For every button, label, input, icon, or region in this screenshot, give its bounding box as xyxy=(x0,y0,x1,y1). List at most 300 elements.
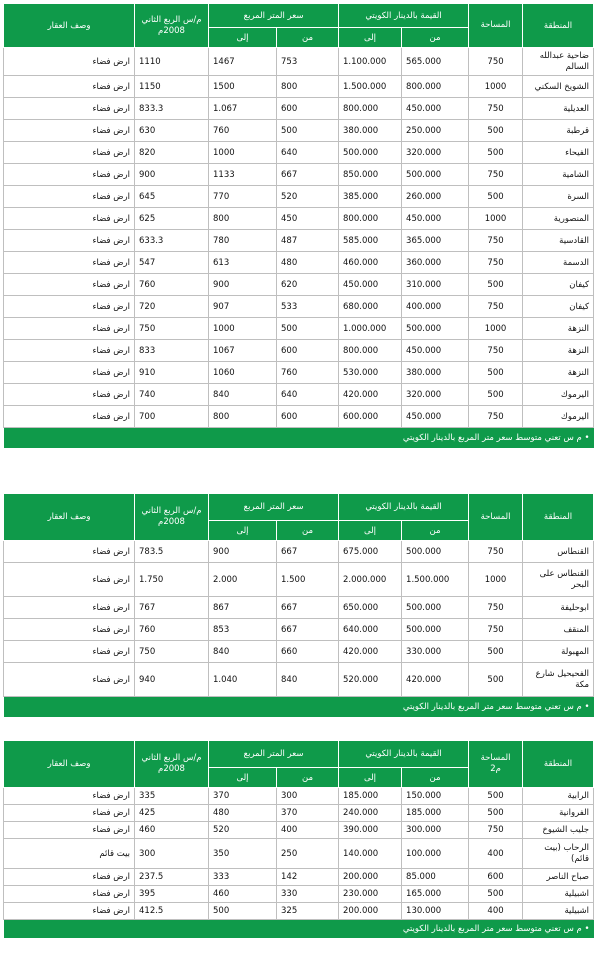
table-row xyxy=(4,76,594,98)
cell-price-to: 350 xyxy=(209,839,277,869)
header-avg-q2: م/س الربع الثاني 2008م xyxy=(135,4,209,48)
cell-area: 750 xyxy=(469,541,523,563)
cell-area: 750 xyxy=(469,406,523,428)
header-price-from: من xyxy=(277,28,339,48)
cell-region: كيفان xyxy=(523,274,594,296)
cell-desc: بيت قائم xyxy=(4,839,135,869)
cell-price-from: 600 xyxy=(277,406,339,428)
cell-area: 500 xyxy=(469,886,523,903)
header-value-to: إلى xyxy=(339,28,402,48)
cell-value-to: 600.000 xyxy=(339,406,402,428)
cell-price-from: 753 xyxy=(277,48,339,76)
cell-desc: ارض فضاء xyxy=(4,142,135,164)
header-price-to: إلى xyxy=(209,768,277,788)
cell-value-to: 800.000 xyxy=(339,208,402,230)
cell-price-from: 800 xyxy=(277,76,339,98)
cell-avg: 395 xyxy=(135,886,209,903)
header-area xyxy=(469,494,523,541)
cell-price-from: 600 xyxy=(277,340,339,362)
table-row xyxy=(4,340,594,362)
cell-avg: 760 xyxy=(135,619,209,641)
header-row xyxy=(4,494,594,521)
cell-value-to: 380.000 xyxy=(339,120,402,142)
cell-value-from: 500.000 xyxy=(402,597,469,619)
footnote-row xyxy=(4,697,594,717)
cell-price-to: 2.000 xyxy=(209,563,277,597)
cell-area: 750 xyxy=(469,98,523,120)
cell-avg: 720 xyxy=(135,296,209,318)
cell-value-to: 675.000 xyxy=(339,541,402,563)
cell-price-from: 480 xyxy=(277,252,339,274)
table-row xyxy=(4,164,594,186)
cell-value-from: 365.000 xyxy=(402,230,469,252)
cell-avg: 630 xyxy=(135,120,209,142)
cell-region: صباح الناصر xyxy=(523,869,594,886)
cell-area: 400 xyxy=(469,903,523,920)
cell-price-to: 800 xyxy=(209,406,277,428)
cell-region: الفروانية xyxy=(523,805,594,822)
header-region: المنطقة xyxy=(523,494,594,541)
cell-area: 500 xyxy=(469,362,523,384)
cell-avg: 625 xyxy=(135,208,209,230)
table-row xyxy=(4,663,594,697)
cell-area: 1000 xyxy=(469,563,523,597)
cell-value-to: 520.000 xyxy=(339,663,402,697)
table-row xyxy=(4,252,594,274)
cell-region: اليرموك xyxy=(523,384,594,406)
header-area xyxy=(469,4,523,48)
cell-value-from: 130.000 xyxy=(402,903,469,920)
cell-area: 500 xyxy=(469,274,523,296)
cell-avg: 412.5 xyxy=(135,903,209,920)
header-value-kd: القيمة بالدينار الكويتي xyxy=(339,4,469,28)
cell-value-from: 320.000 xyxy=(402,384,469,406)
cell-value-from: 150.000 xyxy=(402,788,469,805)
table-row xyxy=(4,886,594,903)
cell-value-to: 850.000 xyxy=(339,164,402,186)
cell-value-to: 450.000 xyxy=(339,274,402,296)
cell-avg: 335 xyxy=(135,788,209,805)
cell-area: 500 xyxy=(469,142,523,164)
cell-region: الرابية xyxy=(523,788,594,805)
cell-desc: ارض فضاء xyxy=(4,597,135,619)
cell-area: 750 xyxy=(469,252,523,274)
cell-price-from: 500 xyxy=(277,120,339,142)
cell-value-from: 500.000 xyxy=(402,318,469,340)
cell-desc: ارض فضاء xyxy=(4,641,135,663)
footnote: • م س تعني متوسط سعر متر المربع بالدينار الكويتي xyxy=(4,697,594,717)
cell-value-to: 385.000 xyxy=(339,186,402,208)
footnote: • م س تعني متوسط سعر متر المربع بالدينار الكويتي xyxy=(4,920,594,938)
cell-avg: 633.3 xyxy=(135,230,209,252)
header-row xyxy=(4,4,594,28)
cell-value-from: 450.000 xyxy=(402,98,469,120)
cell-region: العديلية xyxy=(523,98,594,120)
cell-region: القنطاس على البحر xyxy=(523,563,594,597)
cell-region: الدسمة xyxy=(523,252,594,274)
cell-area: 500 xyxy=(469,120,523,142)
cell-desc: ارض فضاء xyxy=(4,208,135,230)
header-region: المنطقة xyxy=(523,741,594,788)
cell-price-from: 142 xyxy=(277,869,339,886)
header-sqm-price: سعر المتر المربع xyxy=(209,741,339,768)
cell-price-to: 1467 xyxy=(209,48,277,76)
cell-price-to: 520 xyxy=(209,822,277,839)
cell-area: 750 xyxy=(469,296,523,318)
cell-price-from: 640 xyxy=(277,384,339,406)
cell-value-to: 800.000 xyxy=(339,340,402,362)
cell-price-to: 780 xyxy=(209,230,277,252)
cell-region: النزهة xyxy=(523,362,594,384)
cell-desc: ارض فضاء xyxy=(4,541,135,563)
cell-price-to: 760 xyxy=(209,120,277,142)
cell-area: 500 xyxy=(469,384,523,406)
header-area-label: المساحة xyxy=(480,20,511,30)
cell-region: قرطبة xyxy=(523,120,594,142)
cell-value-from: 380.000 xyxy=(402,362,469,384)
table-row xyxy=(4,869,594,886)
cell-avg: 1150 xyxy=(135,76,209,98)
header-area-unit: م2 xyxy=(490,764,501,774)
cell-desc: ارض فضاء xyxy=(4,805,135,822)
table-row xyxy=(4,362,594,384)
cell-region: القادسية xyxy=(523,230,594,252)
cell-price-from: 640 xyxy=(277,142,339,164)
cell-value-from: 450.000 xyxy=(402,208,469,230)
cell-desc: ارض فضاء xyxy=(4,663,135,697)
cell-region: اليرموك xyxy=(523,406,594,428)
cell-value-to: 1.000.000 xyxy=(339,318,402,340)
header-area-label: المساحة xyxy=(480,511,511,522)
cell-price-from: 667 xyxy=(277,164,339,186)
header-sqm-price: سعر المتر المربع xyxy=(209,4,339,28)
price-table-3 xyxy=(3,740,594,938)
cell-value-from: 1.500.000 xyxy=(402,563,469,597)
cell-price-from: 760 xyxy=(277,362,339,384)
footnote-text: م س تعني متوسط سعر متر المربع بالدينار الكويتي xyxy=(402,701,582,712)
cell-desc: ارض فضاء xyxy=(4,296,135,318)
cell-region: اشبيلية xyxy=(523,903,594,920)
header-price-to: إلى xyxy=(209,521,277,541)
table-row xyxy=(4,406,594,428)
header-area-label: المساحة xyxy=(480,753,511,763)
cell-value-to: 1.500.000 xyxy=(339,76,402,98)
cell-region: ابوحليفة xyxy=(523,597,594,619)
cell-price-to: 333 xyxy=(209,869,277,886)
cell-value-from: 450.000 xyxy=(402,406,469,428)
cell-price-to: 1133 xyxy=(209,164,277,186)
cell-value-to: 2.000.000 xyxy=(339,563,402,597)
cell-desc: ارض فضاء xyxy=(4,822,135,839)
cell-price-from: 667 xyxy=(277,541,339,563)
cell-area: 500 xyxy=(469,788,523,805)
table-row xyxy=(4,805,594,822)
header-desc: وصف العقار xyxy=(4,494,135,541)
cell-price-from: 400 xyxy=(277,822,339,839)
cell-desc: ارض فضاء xyxy=(4,186,135,208)
cell-value-to: 640.000 xyxy=(339,619,402,641)
header-value-kd: القيمة بالدينار الكويتي xyxy=(339,494,469,521)
cell-area: 750 xyxy=(469,164,523,186)
cell-desc: ارض فضاء xyxy=(4,98,135,120)
table-row xyxy=(4,208,594,230)
table-row xyxy=(4,120,594,142)
cell-desc: ارض فضاء xyxy=(4,384,135,406)
header-row xyxy=(4,741,594,768)
cell-desc: ارض فضاء xyxy=(4,903,135,920)
footnote-row xyxy=(4,428,594,448)
cell-value-to: 185.000 xyxy=(339,788,402,805)
cell-price-to: 800 xyxy=(209,208,277,230)
cell-price-to: 900 xyxy=(209,274,277,296)
cell-value-to: 500.000 xyxy=(339,142,402,164)
cell-price-from: 300 xyxy=(277,788,339,805)
cell-desc: ارض فضاء xyxy=(4,48,135,76)
cell-price-from: 250 xyxy=(277,839,339,869)
cell-value-to: 200.000 xyxy=(339,903,402,920)
cell-value-from: 185.000 xyxy=(402,805,469,822)
cell-area: 750 xyxy=(469,340,523,362)
cell-avg: 547 xyxy=(135,252,209,274)
cell-value-from: 300.000 xyxy=(402,822,469,839)
table-row xyxy=(4,384,594,406)
cell-value-from: 565.000 xyxy=(402,48,469,76)
cell-desc: ارض فضاء xyxy=(4,869,135,886)
footnote: • م س تعني متوسط سعر متر المربع بالدينار الكويتي xyxy=(4,428,594,448)
table-row xyxy=(4,563,594,597)
cell-avg: 833.3 xyxy=(135,98,209,120)
cell-avg: 900 xyxy=(135,164,209,186)
cell-value-to: 240.000 xyxy=(339,805,402,822)
cell-region: الفيحاء xyxy=(523,142,594,164)
cell-price-to: 770 xyxy=(209,186,277,208)
price-table-2 xyxy=(3,493,594,717)
table-row xyxy=(4,48,594,76)
header-desc: وصف العقار xyxy=(4,741,135,788)
cell-value-from: 100.000 xyxy=(402,839,469,869)
table-row xyxy=(4,788,594,805)
cell-value-from: 360.000 xyxy=(402,252,469,274)
cell-desc: ارض فضاء xyxy=(4,406,135,428)
footnote-row xyxy=(4,920,594,938)
cell-value-to: 650.000 xyxy=(339,597,402,619)
cell-price-to: 1060 xyxy=(209,362,277,384)
cell-avg: 300 xyxy=(135,839,209,869)
header-value-to: إلى xyxy=(339,768,402,788)
cell-value-from: 420.000 xyxy=(402,663,469,697)
header-price-to: إلى xyxy=(209,28,277,48)
cell-avg: 820 xyxy=(135,142,209,164)
cell-avg: 833 xyxy=(135,340,209,362)
cell-value-to: 680.000 xyxy=(339,296,402,318)
cell-region: ضاحية عبدالله السالم xyxy=(523,48,594,76)
cell-area: 600 xyxy=(469,869,523,886)
cell-price-to: 1.067 xyxy=(209,98,277,120)
table-row xyxy=(4,903,594,920)
cell-value-to: 230.000 xyxy=(339,886,402,903)
cell-desc: ارض فضاء xyxy=(4,788,135,805)
table-row xyxy=(4,98,594,120)
header-region: المنطقة xyxy=(523,4,594,48)
cell-area: 500 xyxy=(469,663,523,697)
table-row xyxy=(4,597,594,619)
cell-price-to: 480 xyxy=(209,805,277,822)
cell-avg: 760 xyxy=(135,274,209,296)
cell-region: اشبيلية xyxy=(523,886,594,903)
cell-desc: ارض فضاء xyxy=(4,76,135,98)
header-value-from: من xyxy=(402,521,469,541)
cell-area: 400 xyxy=(469,839,523,869)
cell-value-to: 530.000 xyxy=(339,362,402,384)
cell-avg: 750 xyxy=(135,318,209,340)
cell-value-from: 250.000 xyxy=(402,120,469,142)
cell-price-from: 330 xyxy=(277,886,339,903)
cell-value-from: 310.000 xyxy=(402,274,469,296)
footnote-text: م س تعني متوسط سعر متر المربع بالدينار الكويتي xyxy=(402,923,582,934)
cell-region: الشويخ السكني xyxy=(523,76,594,98)
cell-region: الشامية xyxy=(523,164,594,186)
header-value-from: من xyxy=(402,768,469,788)
cell-region: النزهة xyxy=(523,340,594,362)
table-row xyxy=(4,822,594,839)
header-avg-q2: م/س الربع الثاني 2008م xyxy=(135,741,209,788)
header-price-from: من xyxy=(277,768,339,788)
cell-value-from: 330.000 xyxy=(402,641,469,663)
cell-value-to: 1.100.000 xyxy=(339,48,402,76)
cell-avg: 1110 xyxy=(135,48,209,76)
cell-area: 500 xyxy=(469,805,523,822)
cell-value-from: 500.000 xyxy=(402,164,469,186)
header-desc: وصف العقار xyxy=(4,4,135,48)
cell-value-from: 320.000 xyxy=(402,142,469,164)
cell-price-to: 907 xyxy=(209,296,277,318)
table-row xyxy=(4,274,594,296)
cell-price-to: 370 xyxy=(209,788,277,805)
cell-value-to: 800.000 xyxy=(339,98,402,120)
cell-desc: ارض فضاء xyxy=(4,164,135,186)
cell-price-to: 900 xyxy=(209,541,277,563)
cell-avg: 783.5 xyxy=(135,541,209,563)
cell-region: النزهة xyxy=(523,318,594,340)
cell-value-to: 460.000 xyxy=(339,252,402,274)
cell-avg: 750 xyxy=(135,641,209,663)
cell-price-from: 533 xyxy=(277,296,339,318)
cell-region: الفحيحيل شارع مكة xyxy=(523,663,594,697)
table-row xyxy=(4,230,594,252)
cell-area: 750 xyxy=(469,822,523,839)
cell-region: جليب الشيوخ xyxy=(523,822,594,839)
table-row xyxy=(4,186,594,208)
cell-price-from: 520 xyxy=(277,186,339,208)
cell-desc: ارض فضاء xyxy=(4,274,135,296)
cell-avg: 460 xyxy=(135,822,209,839)
cell-area: 500 xyxy=(469,186,523,208)
cell-avg: 237.5 xyxy=(135,869,209,886)
cell-value-from: 500.000 xyxy=(402,619,469,641)
cell-price-from: 667 xyxy=(277,597,339,619)
table-row xyxy=(4,318,594,340)
cell-price-to: 1500 xyxy=(209,76,277,98)
cell-value-to: 390.000 xyxy=(339,822,402,839)
header-value-to: إلى xyxy=(339,521,402,541)
cell-desc: ارض فضاء xyxy=(4,362,135,384)
cell-avg: 645 xyxy=(135,186,209,208)
cell-region: المهبولة xyxy=(523,641,594,663)
cell-price-from: 1.500 xyxy=(277,563,339,597)
cell-value-to: 420.000 xyxy=(339,384,402,406)
cell-price-from: 450 xyxy=(277,208,339,230)
table-row xyxy=(4,641,594,663)
cell-price-to: 867 xyxy=(209,597,277,619)
cell-avg: 940 xyxy=(135,663,209,697)
header-price-from: من xyxy=(277,521,339,541)
cell-price-from: 600 xyxy=(277,98,339,120)
cell-price-to: 840 xyxy=(209,641,277,663)
cell-value-from: 800.000 xyxy=(402,76,469,98)
header-area xyxy=(469,741,523,788)
cell-region: المنصورية xyxy=(523,208,594,230)
footnote-text: م س تعني متوسط سعر متر المربع بالدينار الكويتي xyxy=(402,432,582,443)
cell-avg: 700 xyxy=(135,406,209,428)
cell-value-to: 420.000 xyxy=(339,641,402,663)
cell-price-to: 1000 xyxy=(209,318,277,340)
cell-value-from: 85.000 xyxy=(402,869,469,886)
cell-price-to: 613 xyxy=(209,252,277,274)
cell-price-to: 840 xyxy=(209,384,277,406)
cell-area: 750 xyxy=(469,619,523,641)
cell-price-to: 460 xyxy=(209,886,277,903)
cell-value-from: 165.000 xyxy=(402,886,469,903)
cell-desc: ارض فضاء xyxy=(4,563,135,597)
cell-desc: ارض فضاء xyxy=(4,230,135,252)
header-value-kd: القيمة بالدينار الكويتي xyxy=(339,741,469,768)
cell-value-from: 450.000 xyxy=(402,340,469,362)
cell-area: 750 xyxy=(469,48,523,76)
cell-desc: ارض فضاء xyxy=(4,340,135,362)
cell-desc: ارض فضاء xyxy=(4,252,135,274)
cell-region: السرة xyxy=(523,186,594,208)
cell-value-to: 140.000 xyxy=(339,839,402,869)
cell-price-to: 1000 xyxy=(209,142,277,164)
cell-value-to: 200.000 xyxy=(339,869,402,886)
table-row xyxy=(4,839,594,869)
cell-value-from: 260.000 xyxy=(402,186,469,208)
cell-area: 750 xyxy=(469,597,523,619)
header-sqm-price: سعر المتر المربع xyxy=(209,494,339,521)
table-row xyxy=(4,142,594,164)
cell-price-to: 853 xyxy=(209,619,277,641)
table-row xyxy=(4,619,594,641)
cell-area: 1000 xyxy=(469,318,523,340)
cell-area: 750 xyxy=(469,230,523,252)
cell-price-to: 1.040 xyxy=(209,663,277,697)
table-row xyxy=(4,541,594,563)
table-row xyxy=(4,296,594,318)
cell-avg: 1.750 xyxy=(135,563,209,597)
cell-price-from: 667 xyxy=(277,619,339,641)
cell-area: 500 xyxy=(469,641,523,663)
cell-area: 1000 xyxy=(469,208,523,230)
cell-region: المنقف xyxy=(523,619,594,641)
cell-desc: ارض فضاء xyxy=(4,120,135,142)
cell-region: الرحاب (بيت قائم) xyxy=(523,839,594,869)
price-table-1 xyxy=(3,3,594,448)
cell-avg: 910 xyxy=(135,362,209,384)
cell-price-from: 840 xyxy=(277,663,339,697)
cell-avg: 740 xyxy=(135,384,209,406)
header-value-from: من xyxy=(402,28,469,48)
cell-price-from: 325 xyxy=(277,903,339,920)
